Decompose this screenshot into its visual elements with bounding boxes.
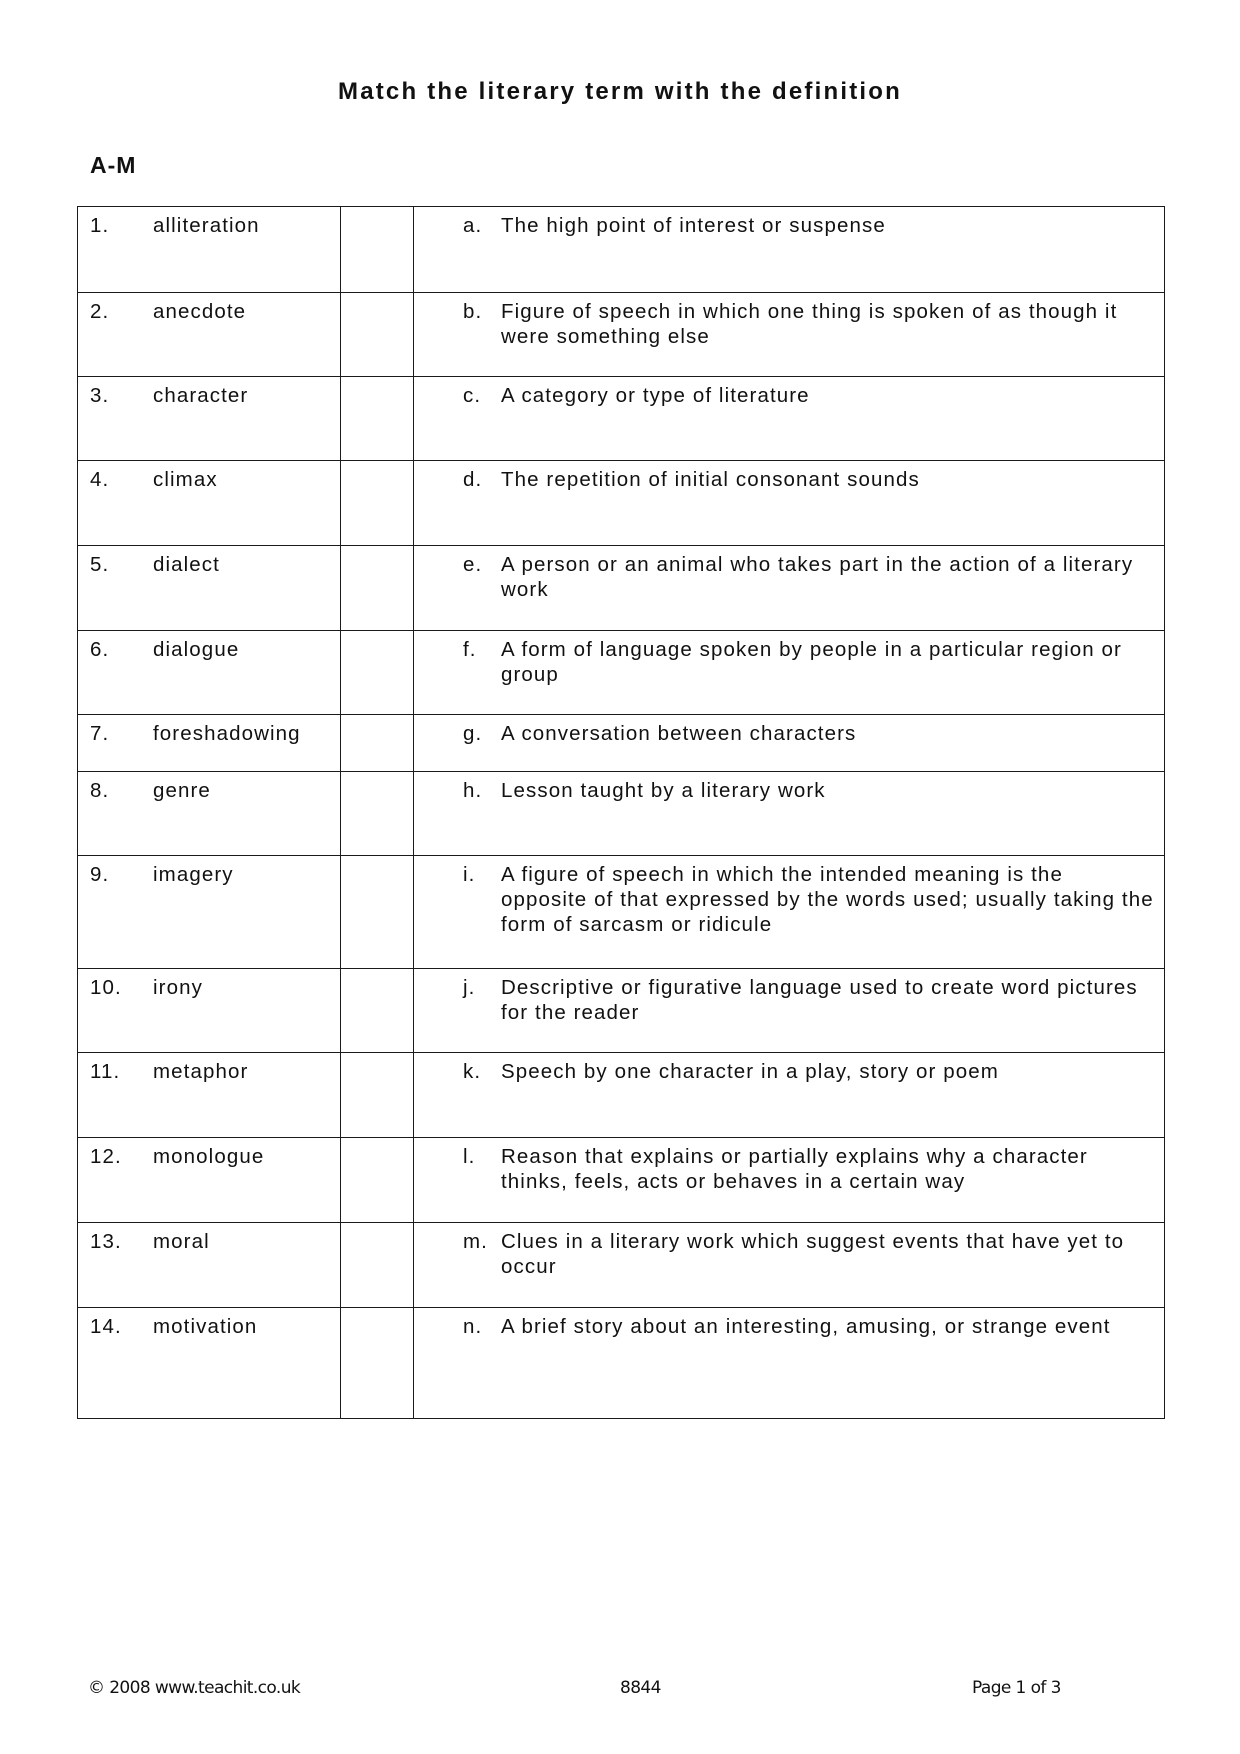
definition-letter: j.: [463, 976, 476, 999]
definition-cell: [414, 772, 1165, 856]
matching-table: [77, 206, 1165, 1419]
definition-text: Figure of speech in which one thing is spoken of as though it were something else: [501, 300, 1118, 348]
answer-cell[interactable]: [341, 715, 414, 772]
term-number: 10.: [90, 976, 122, 999]
definition-cell: [414, 1138, 1165, 1223]
table-row: [78, 1308, 1165, 1419]
definition-letter: g.: [463, 722, 483, 745]
term-label: monologue: [153, 1145, 265, 1168]
footer-copyright: © 2008 www.teachit.co.uk: [88, 1678, 301, 1698]
term-cell: [78, 1223, 341, 1308]
term-number: 4.: [90, 468, 110, 491]
term-label: imagery: [153, 863, 234, 886]
definition-text: A form of language spoken by people in a particular region or group: [501, 638, 1122, 686]
section-heading: A-M: [90, 152, 137, 178]
definition-cell: [414, 377, 1165, 461]
definition-text: Descriptive or figurative language used to create word pictures for the reader: [501, 976, 1138, 1024]
answer-cell[interactable]: [341, 1053, 414, 1138]
definition-text: A category or type of literature: [501, 384, 810, 407]
definition-letter: n.: [463, 1315, 483, 1338]
term-label: metaphor: [153, 1060, 249, 1083]
definition-letter: h.: [463, 779, 483, 802]
table-row: [78, 631, 1165, 715]
definition-letter: c.: [463, 384, 482, 407]
term-number: 1.: [90, 214, 110, 237]
definition-letter: d.: [463, 468, 483, 491]
answer-cell[interactable]: [341, 1308, 414, 1419]
term-label: foreshadowing: [153, 722, 301, 745]
term-number: 11.: [90, 1060, 121, 1083]
table-row: [78, 207, 1165, 293]
table-row: [78, 1053, 1165, 1138]
term-number: 9.: [90, 863, 110, 886]
table-row: [78, 546, 1165, 631]
term-label: dialogue: [153, 638, 240, 661]
term-number: 3.: [90, 384, 110, 407]
term-label: anecdote: [153, 300, 247, 323]
definition-cell: [414, 1223, 1165, 1308]
definition-letter: b.: [463, 300, 483, 323]
definition-text: The high point of interest or suspense: [501, 214, 886, 237]
term-label: dialect: [153, 553, 220, 576]
worksheet-title: Match the literary term with the definition: [338, 78, 902, 105]
definition-text: A figure of speech in which the intended meaning is the opposite of that expressed by the words used; usually taking the form of sarcasm or ridicule: [501, 863, 1154, 936]
definition-cell: [414, 207, 1165, 293]
term-cell: [78, 856, 341, 969]
definition-letter: f.: [463, 638, 477, 661]
definition-text: A conversation between characters: [501, 722, 857, 745]
term-cell: [78, 546, 341, 631]
answer-cell[interactable]: [341, 1138, 414, 1223]
term-cell: [78, 969, 341, 1053]
term-number: 2.: [90, 300, 110, 323]
term-label: irony: [153, 976, 203, 999]
term-cell: [78, 772, 341, 856]
answer-cell[interactable]: [341, 631, 414, 715]
term-cell: [78, 377, 341, 461]
definition-letter: m.: [463, 1230, 488, 1253]
definition-cell: [414, 969, 1165, 1053]
answer-cell[interactable]: [341, 1223, 414, 1308]
answer-cell[interactable]: [341, 461, 414, 546]
term-number: 13.: [90, 1230, 122, 1253]
term-label: alliteration: [153, 214, 260, 237]
answer-cell[interactable]: [341, 377, 414, 461]
answer-cell[interactable]: [341, 772, 414, 856]
term-number: 5.: [90, 553, 110, 576]
definition-cell: [414, 631, 1165, 715]
answer-cell[interactable]: [341, 856, 414, 969]
definition-letter: i.: [463, 863, 476, 886]
definition-text: The repetition of initial consonant sounds: [501, 468, 920, 491]
term-number: 12.: [90, 1145, 122, 1168]
answer-cell[interactable]: [341, 293, 414, 377]
definition-letter: k.: [463, 1060, 482, 1083]
term-cell: [78, 293, 341, 377]
answer-cell[interactable]: [341, 969, 414, 1053]
term-cell: [78, 461, 341, 546]
table-row: [78, 1223, 1165, 1308]
term-cell: [78, 207, 341, 293]
term-cell: [78, 1138, 341, 1223]
term-cell: [78, 631, 341, 715]
term-cell: [78, 1308, 341, 1419]
definition-text: A person or an animal who takes part in the action of a literary work: [501, 553, 1134, 601]
term-number: 14.: [90, 1315, 122, 1338]
term-cell: [78, 1053, 341, 1138]
table-row: [78, 772, 1165, 856]
definition-letter: a.: [463, 214, 483, 237]
definition-text: Lesson taught by a literary work: [501, 779, 826, 802]
term-number: 6.: [90, 638, 110, 661]
definition-cell: [414, 1308, 1165, 1419]
term-label: genre: [153, 779, 211, 802]
table-row: [78, 1138, 1165, 1223]
table-row: [78, 856, 1165, 969]
term-label: character: [153, 384, 249, 407]
definition-text: Speech by one character in a play, story or poem: [501, 1060, 999, 1083]
definition-cell: [414, 461, 1165, 546]
footer-resource-code: 8844: [620, 1678, 661, 1698]
definition-text: Reason that explains or partially explains why a character thinks, feels, acts or behaves in a certain way: [501, 1145, 1088, 1193]
table-row: [78, 461, 1165, 546]
term-number: 7.: [90, 722, 110, 745]
definition-letter: l.: [463, 1145, 476, 1168]
answer-cell[interactable]: [341, 207, 414, 293]
table-row: [78, 969, 1165, 1053]
table-row: [78, 377, 1165, 461]
definition-cell: [414, 715, 1165, 772]
term-label: moral: [153, 1230, 210, 1253]
definition-cell: [414, 1053, 1165, 1138]
definition-text: A brief story about an interesting, amusing, or strange event: [501, 1315, 1111, 1338]
definition-letter: e.: [463, 553, 483, 576]
term-label: motivation: [153, 1315, 258, 1338]
footer-page-number: Page 1 of 3: [972, 1678, 1061, 1698]
term-number: 8.: [90, 779, 110, 802]
term-cell: [78, 715, 341, 772]
answer-cell[interactable]: [341, 546, 414, 631]
table-row: [78, 293, 1165, 377]
definition-cell: [414, 293, 1165, 377]
term-label: climax: [153, 468, 218, 491]
definition-cell: [414, 856, 1165, 969]
definition-cell: [414, 546, 1165, 631]
definition-text: Clues in a literary work which suggest events that have yet to occur: [501, 1230, 1125, 1278]
table-row: [78, 715, 1165, 772]
